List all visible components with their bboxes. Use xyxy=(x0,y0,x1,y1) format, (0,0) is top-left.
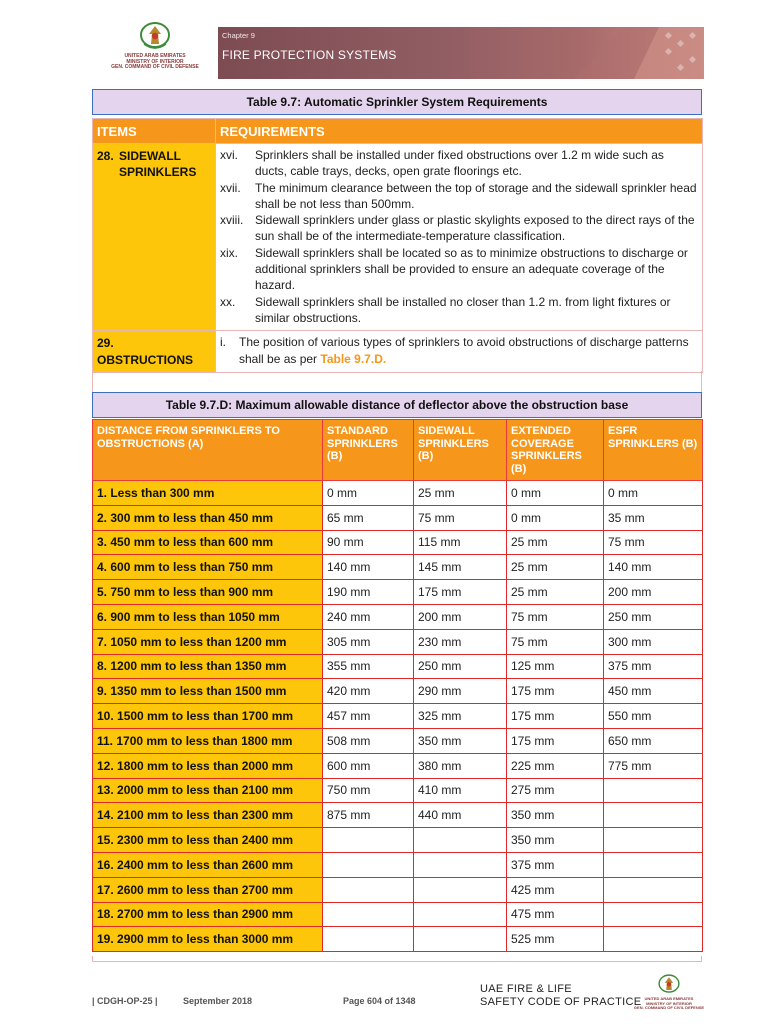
list-item: xx. Sidewall sprinklers shall be installed no closer than 1.2 m. from light fixtures or similar obstructions. xyxy=(220,294,671,325)
distance-cell: 9. 1350 mm to less than 1500 mm xyxy=(93,679,323,704)
table-row xyxy=(93,654,703,679)
extended-coverage-cell: 175 mm xyxy=(507,728,604,753)
table-spacer xyxy=(92,371,702,393)
table-row xyxy=(93,629,703,654)
extended-coverage-cell: 375 mm xyxy=(507,852,604,877)
esfr-cell: 375 mm xyxy=(604,654,703,679)
standard-cell: 305 mm xyxy=(323,629,414,654)
table-9-7-caption: Table 9.7: Automatic Sprinkler System Requirements xyxy=(92,89,702,115)
standard-cell: 240 mm xyxy=(323,604,414,629)
code-title: UAE FIRE & LIFE SAFETY CODE OF PRACTICE xyxy=(480,983,642,1008)
distance-cell: 18. 2700 mm to less than 2900 mm xyxy=(93,902,323,927)
extended-coverage-cell: 350 mm xyxy=(507,803,604,828)
extended-coverage-cell: 25 mm xyxy=(507,580,604,605)
table-row xyxy=(93,902,703,927)
standard-cell: 420 mm xyxy=(323,679,414,704)
distance-cell: 4. 600 mm to less than 750 mm xyxy=(93,555,323,580)
table-row xyxy=(93,144,703,331)
extended-coverage-cell: 275 mm xyxy=(507,778,604,803)
esfr-cell xyxy=(604,902,703,927)
falcon-emblem-icon xyxy=(657,974,681,996)
page-number: Page 604 of 1348 xyxy=(343,996,416,1006)
sidewall-cell: 410 mm xyxy=(414,778,507,803)
standard-cell xyxy=(323,902,414,927)
distance-cell: 7. 1050 mm to less than 1200 mm xyxy=(93,629,323,654)
table-row xyxy=(93,704,703,729)
list-item: xvi. Sprinklers shall be installed under fixed obstructions over 1.2 m wide such as ducts, cable trays, decks, open grate floorings etc. xyxy=(220,148,664,179)
standard-cell xyxy=(323,927,414,952)
esfr-cell xyxy=(604,778,703,803)
esfr-cell: 35 mm xyxy=(604,505,703,530)
list-item: xvii. The minimum clearance between the top of storage and the sidewall sprinkler head shall be not less than 500mm. xyxy=(220,180,697,211)
table-row xyxy=(93,555,703,580)
chapter-banner xyxy=(218,27,704,79)
extended-coverage-cell: 0 mm xyxy=(507,481,604,506)
standard-cell: 355 mm xyxy=(323,654,414,679)
extended-coverage-cell: 25 mm xyxy=(507,555,604,580)
table-body xyxy=(93,481,703,952)
esfr-cell xyxy=(604,852,703,877)
extended-coverage-cell: 525 mm xyxy=(507,927,604,952)
sidewall-cell xyxy=(414,902,507,927)
esfr-cell: 775 mm xyxy=(604,753,703,778)
requirements-cell xyxy=(216,144,703,331)
table-row xyxy=(93,604,703,629)
sidewall-cell: 250 mm xyxy=(414,654,507,679)
standard-cell: 600 mm xyxy=(323,753,414,778)
esfr-cell xyxy=(604,927,703,952)
table-row xyxy=(93,580,703,605)
sidewall-cell xyxy=(414,828,507,853)
extended-coverage-cell: 350 mm xyxy=(507,828,604,853)
standard-cell: 65 mm xyxy=(323,505,414,530)
extended-coverage-cell: 125 mm xyxy=(507,654,604,679)
table-row xyxy=(93,481,703,506)
falcon-emblem-icon xyxy=(138,22,172,52)
distance-cell: 3. 450 mm to less than 600 mm xyxy=(93,530,323,555)
sidewall-cell: 230 mm xyxy=(414,629,507,654)
extended-coverage-cell: 0 mm xyxy=(507,505,604,530)
extended-coverage-cell: 75 mm xyxy=(507,629,604,654)
esfr-cell xyxy=(604,803,703,828)
standard-cell: 90 mm xyxy=(323,530,414,555)
standard-cell: 190 mm xyxy=(323,580,414,605)
standard-cell: 750 mm xyxy=(323,778,414,803)
item-obstructions: 29. OBSTRUCTIONS xyxy=(93,331,216,373)
extended-coverage-cell: 475 mm xyxy=(507,902,604,927)
sidewall-column-header: SIDEWALL SPRINKLERS (B) xyxy=(414,420,507,481)
doc-code: | CDGH-OP-25 | xyxy=(92,996,158,1006)
extended-coverage-cell: 425 mm xyxy=(507,877,604,902)
standard-cell xyxy=(323,877,414,902)
banner-decoration-icon xyxy=(554,27,704,79)
sidewall-cell: 440 mm xyxy=(414,803,507,828)
sidewall-cell: 25 mm xyxy=(414,481,507,506)
distance-cell: 14. 2100 mm to less than 2300 mm xyxy=(93,803,323,828)
sidewall-cell: 380 mm xyxy=(414,753,507,778)
distance-cell: 6. 900 mm to less than 1050 mm xyxy=(93,604,323,629)
extended-coverage-cell: 75 mm xyxy=(507,604,604,629)
table-row xyxy=(93,530,703,555)
extended-coverage-cell: 175 mm xyxy=(507,704,604,729)
esfr-cell: 200 mm xyxy=(604,580,703,605)
esfr-cell xyxy=(604,828,703,853)
distance-cell: 15. 2300 mm to less than 2400 mm xyxy=(93,828,323,853)
sidewall-cell: 75 mm xyxy=(414,505,507,530)
sidewall-cell xyxy=(414,852,507,877)
sidewall-cell: 350 mm xyxy=(414,728,507,753)
chapter-label: Chapter 9 xyxy=(222,31,255,40)
distance-cell: 1. Less than 300 mm xyxy=(93,481,323,506)
distance-cell: 16. 2400 mm to less than 2600 mm xyxy=(93,852,323,877)
distance-cell: 19. 2900 mm to less than 3000 mm xyxy=(93,927,323,952)
table-row xyxy=(93,828,703,853)
table-row xyxy=(93,877,703,902)
item-sidewall-sprinklers: 28. SIDEWALL SPRINKLERS xyxy=(93,144,216,331)
sidewall-cell xyxy=(414,877,507,902)
distance-cell: 8. 1200 mm to less than 1350 mm xyxy=(93,654,323,679)
footer-logo xyxy=(626,974,712,1011)
table-row xyxy=(93,753,703,778)
sidewall-cell: 175 mm xyxy=(414,580,507,605)
sidewall-cell: 290 mm xyxy=(414,679,507,704)
table-reference-link[interactable]: Table 9.7.D. xyxy=(320,351,387,366)
list-item: i. The position of various types of sprinklers to avoid obstructions of discharge patterns shall be as per Table 9.7.D. xyxy=(220,335,689,366)
requirements-table xyxy=(92,118,703,373)
table-row xyxy=(93,778,703,803)
table-9-7-d-caption: Table 9.7.D: Maximum allowable distance of deflector above the obstruction base xyxy=(92,392,702,418)
standard-cell: 875 mm xyxy=(323,803,414,828)
table-row xyxy=(93,505,703,530)
extended-coverage-cell: 175 mm xyxy=(507,679,604,704)
doc-date: September 2018 xyxy=(183,996,253,1006)
uae-civil-defense-logo xyxy=(96,22,214,71)
table-bottom-spacer xyxy=(92,956,702,962)
sidewall-cell: 115 mm xyxy=(414,530,507,555)
extended-coverage-cell: 25 mm xyxy=(507,530,604,555)
esfr-cell: 250 mm xyxy=(604,604,703,629)
item-label: SIDEWALL SPRINKLERS xyxy=(119,149,197,180)
standard-cell xyxy=(323,852,414,877)
distance-cell: 11. 1700 mm to less than 1800 mm xyxy=(93,728,323,753)
standard-cell: 508 mm xyxy=(323,728,414,753)
logo-caption: UNITED ARAB EMIRATES MINISTRY OF INTERIOR GEN. COMMAND OF CIVIL DEFENSE xyxy=(633,996,705,1011)
distance-cell: 10. 1500 mm to less than 1700 mm xyxy=(93,704,323,729)
extended-coverage-cell: 225 mm xyxy=(507,753,604,778)
esfr-cell: 0 mm xyxy=(604,481,703,506)
sidewall-cell: 325 mm xyxy=(414,704,507,729)
distance-cell: 12. 1800 mm to less than 2000 mm xyxy=(93,753,323,778)
distance-column-header: DISTANCE FROM SPRINKLERS TO OBSTRUCTIONS (A) xyxy=(93,420,323,481)
table-header-row xyxy=(93,119,703,144)
logo-caption: UNITED ARAB EMIRATES MINISTRY OF INTERIOR GEN. COMMAND OF CIVIL DEFENSE xyxy=(111,53,199,71)
esfr-column-header: ESFR SPRINKLERS (B) xyxy=(604,420,703,481)
esfr-cell: 450 mm xyxy=(604,679,703,704)
standard-cell: 140 mm xyxy=(323,555,414,580)
distance-cell: 17. 2600 mm to less than 2700 mm xyxy=(93,877,323,902)
sidewall-cell: 200 mm xyxy=(414,604,507,629)
sidewall-cell: 145 mm xyxy=(414,555,507,580)
standard-column-header: STANDARD SPRINKLERS (B) xyxy=(323,420,414,481)
esfr-cell: 300 mm xyxy=(604,629,703,654)
distance-cell: 13. 2000 mm to less than 2100 mm xyxy=(93,778,323,803)
standard-cell: 457 mm xyxy=(323,704,414,729)
list-item: xviii. Sidewall sprinklers under glass or plastic skylights exposed to the direct rays of the sun shall be of the intermediate-temperature classification. xyxy=(220,213,695,244)
table-row xyxy=(93,331,703,373)
standard-cell xyxy=(323,828,414,853)
esfr-cell: 650 mm xyxy=(604,728,703,753)
standard-cell: 0 mm xyxy=(323,481,414,506)
esfr-cell: 75 mm xyxy=(604,530,703,555)
list-item: xix. Sidewall sprinklers shall be located so as to minimize obstructions to discharge or additional sprinklers shall be provided to ensure an adequate coverage of the hazard. xyxy=(220,245,688,293)
esfr-cell xyxy=(604,877,703,902)
table-header-row xyxy=(93,420,703,481)
esfr-cell: 550 mm xyxy=(604,704,703,729)
distance-cell: 5. 750 mm to less than 900 mm xyxy=(93,580,323,605)
requirements-cell xyxy=(216,331,703,373)
table-row xyxy=(93,728,703,753)
table-row xyxy=(93,679,703,704)
esfr-cell: 140 mm xyxy=(604,555,703,580)
distance-cell: 2. 300 mm to less than 450 mm xyxy=(93,505,323,530)
extended-coverage-column-header: EXTENDED COVERAGE SPRINKLERS (B) xyxy=(507,420,604,481)
items-column-header: ITEMS xyxy=(93,119,216,144)
table-row xyxy=(93,803,703,828)
table-row xyxy=(93,927,703,952)
table-row xyxy=(93,852,703,877)
deflector-distance-table xyxy=(92,419,703,952)
requirements-column-header: REQUIREMENTS xyxy=(216,119,703,144)
sidewall-cell xyxy=(414,927,507,952)
chapter-title: FIRE PROTECTION SYSTEMS xyxy=(222,48,397,62)
